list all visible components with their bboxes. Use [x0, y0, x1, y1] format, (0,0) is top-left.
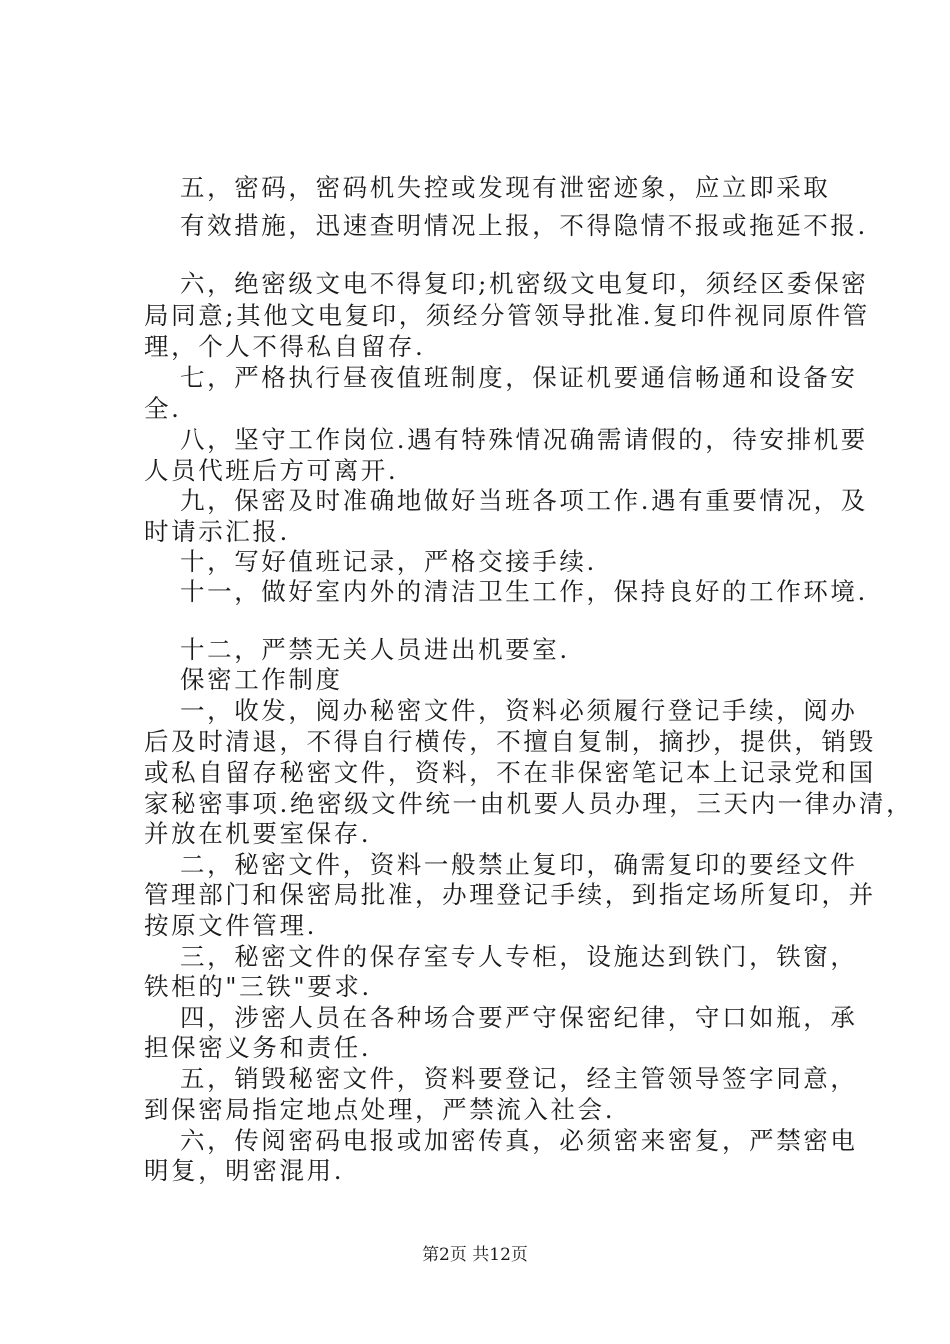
paragraph-line: 时请示汇报.	[144, 517, 290, 546]
paragraph-line: 明复，明密混用.	[144, 1156, 345, 1185]
paragraph-line: 四，涉密人员在各种场合要严守保密纪律，守口如瓶，承	[180, 1003, 858, 1032]
paragraph-line: 按原文件管理.	[144, 911, 317, 940]
paragraph-line: 六，传阅密码电报或加密传真，必须密来密复，严禁密电	[180, 1126, 858, 1155]
paragraph-line: 后及时清退，不得自行横传，不擅自复制，摘抄，提供，销毁	[144, 727, 876, 756]
paragraph-line: 全.	[144, 394, 182, 423]
paragraph-line: 三，秘密文件的保存室专人专柜，设施达到铁门，铁窗，	[180, 942, 858, 971]
paragraph-line: 或私自留存秘密文件，资料，不在非保密笔记本上记录党和国	[144, 758, 876, 787]
paragraph-line: 六，绝密级文电不得复印;机密级文电复印，须经区委保密	[180, 269, 869, 298]
paragraph-line: 人员代班后方可离开.	[144, 456, 399, 485]
paragraph-line: 铁柜的"三铁"要求.	[144, 972, 372, 1001]
page-number-footer: 第2页 共12页	[422, 1245, 528, 1265]
section-heading: 保密工作制度	[180, 665, 343, 694]
paragraph-line: 十二，严禁无关人员进出机要室.	[180, 635, 570, 664]
paragraph-line: 有效措施，迅速查明情况上报，不得隐情不报或拖延不报.	[180, 211, 868, 240]
paragraph-line: 五，密码，密码机失控或发现有泄密迹象，应立即采取	[180, 173, 831, 202]
paragraph-line: 家秘密事项.绝密级文件统一由机要人员办理，三天内一律办清，	[144, 789, 914, 818]
paragraph-line: 九，保密及时准确地做好当班各项工作.遇有重要情况，及	[180, 486, 868, 515]
paragraph-line: 二，秘密文件，资料一般禁止复印，确需复印的要经文件	[180, 850, 858, 879]
paragraph-line: 七，严格执行昼夜值班制度，保证机要通信畅通和设备安	[180, 363, 858, 392]
paragraph-line: 担保密义务和责任.	[144, 1033, 372, 1062]
paragraph-line: 到保密局指定地点处理，严禁流入社会.	[144, 1095, 616, 1124]
paragraph-line: 并放在机要室保存.	[144, 819, 372, 848]
paragraph-line: 八，坚守工作岗位.遇有特殊情况确需请假的，待安排机要	[180, 425, 868, 454]
paragraph-line: 五，销毁秘密文件，资料要登记，经主管领导签字同意，	[180, 1064, 858, 1093]
paragraph-line: 十，写好值班记录，严格交接手续.	[180, 547, 597, 576]
paragraph-line: 管理部门和保密局批准，办理登记手续，到指定场所复印，并	[144, 880, 876, 909]
paragraph-line: 一，收发，阅办秘密文件，资料必须履行登记手续，阅办	[180, 696, 858, 725]
paragraph-line: 局同意;其他文电复印，须经分管领导批准.复印件视同原件管	[144, 301, 870, 330]
paragraph-line: 十一，做好室内外的清洁卫生工作，保持良好的工作环境.	[180, 577, 868, 606]
paragraph-line: 理，个人不得私自留存.	[144, 332, 426, 361]
